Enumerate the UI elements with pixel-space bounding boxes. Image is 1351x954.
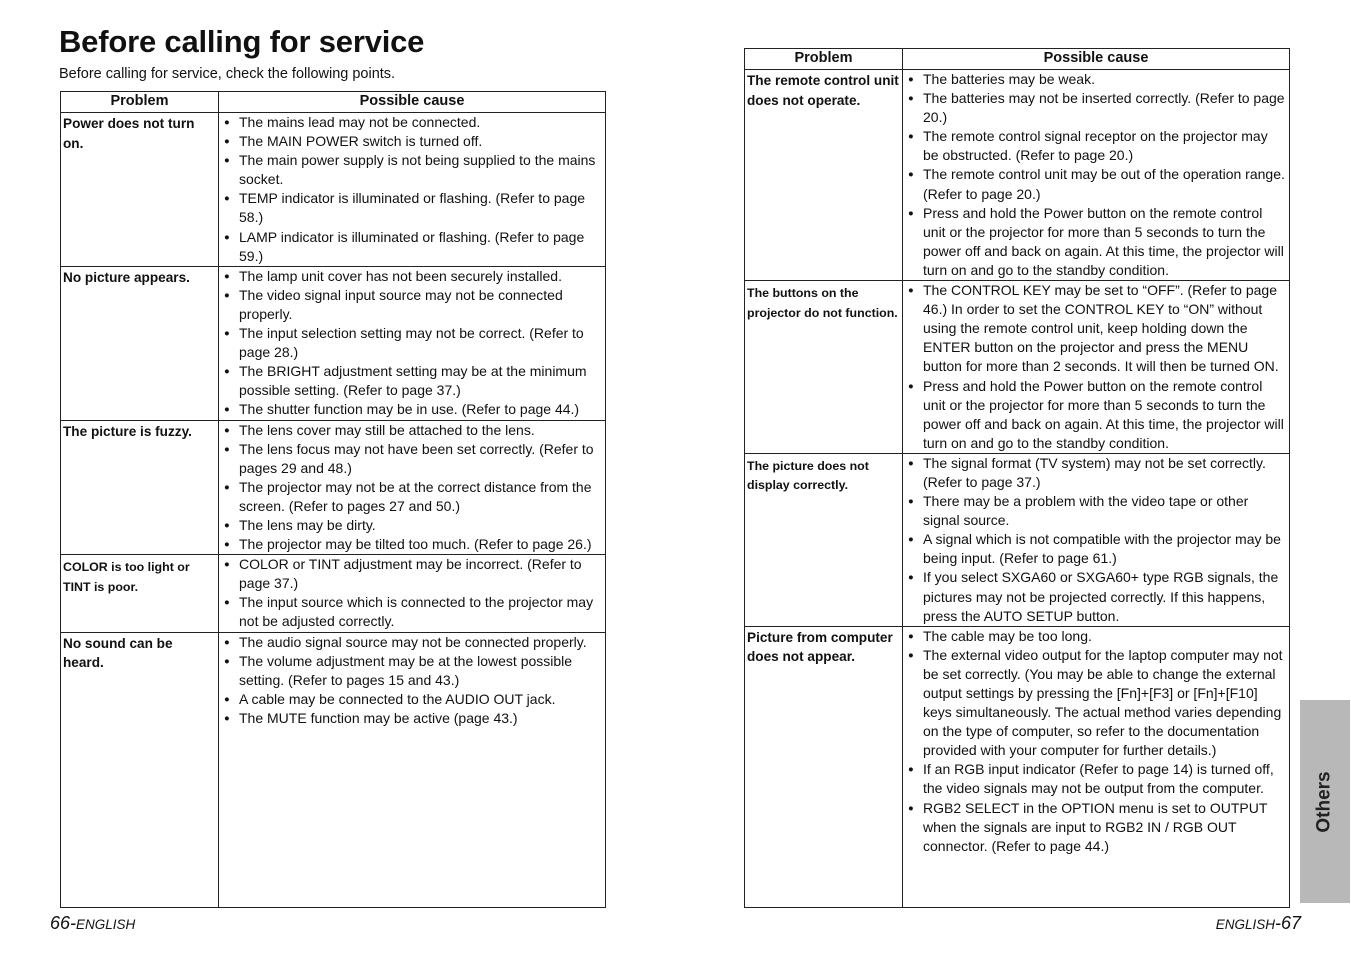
cause-item: ● The main power supply is not being supplied to the mains socket. (224, 151, 603, 189)
cause-item: ● The batteries may not be inserted correctly. (Refer to page 20.) (908, 89, 1287, 127)
cause-cell (903, 70, 1290, 281)
problem-cell: Power does not turn on. (61, 113, 219, 267)
cause-item: ● A signal which is not compatible with the projector may be being input. (Refer to page 61.) (908, 530, 1287, 568)
cause-item: ● The MAIN POWER switch is turned off. (224, 132, 603, 151)
table-header-row (61, 92, 606, 113)
cause-item: ● If you select SXGA60 or SXGA60+ type RGB signals, the pictures may not be projected correctly. If this happens, press the AUTO SETUP button. (908, 568, 1287, 625)
cause-list (224, 555, 603, 631)
cause-header: Possible cause (903, 49, 1290, 70)
cause-item: ● RGB2 SELECT in the OPTION menu is set to OUTPUT when the signals are input to RGB2 IN / RGB OUT connector. (Refer to page 44.) (908, 799, 1287, 856)
cause-item: ● Press and hold the Power button on the remote control unit or the projector for more than 5 seconds to turn the power off and back on again. At this time, the projector will turn on and go to the standby condition. (908, 377, 1287, 453)
section-tab (1300, 700, 1350, 903)
problem-cell: The remote control unit does not operate. (745, 70, 903, 281)
cause-item: ● The volume adjustment may be at the lowest possible setting. (Refer to pages 15 and 43.) (224, 652, 603, 690)
cause-item: ● There may be a problem with the video tape or other signal source. (908, 492, 1287, 530)
table-row (61, 420, 606, 555)
cause-list (908, 454, 1287, 626)
cause-item: ● The cable may be too long. (908, 627, 1287, 646)
cause-item: ● The remote control unit may be out of the operation range. (Refer to page 20.) (908, 165, 1287, 203)
cause-item: ● The input source which is connected to the projector may not be adjusted correctly. (224, 593, 603, 631)
cause-item: ● The CONTROL KEY may be set to “OFF”. (Refer to page 46.) In order to set the CONTROL KEY to “ON” without using the remote control unit, keep holding down the ENTER button on the projector and press the MENU button for more than 2 seconds. It will then be turned ON. (908, 281, 1287, 376)
problem-cell: No sound can be heard. (61, 632, 219, 907)
cause-item: ● The MUTE function may be active (page 43.) (224, 709, 603, 728)
problem-cell: No picture appears. (61, 266, 219, 420)
cause-item: ● The video signal input source may not be connected properly. (224, 286, 603, 324)
troubleshooting-table-right (744, 48, 1290, 908)
table-row (61, 632, 606, 907)
cause-list (224, 267, 603, 420)
table-row (745, 70, 1290, 281)
page-title: Before calling for service (59, 24, 425, 59)
troubleshooting-table-left (60, 91, 606, 908)
cause-cell (903, 281, 1290, 454)
cause-item: ● LAMP indicator is illuminated or flashing. (Refer to page 59.) (224, 228, 603, 266)
cause-item: ● The projector may not be at the correct distance from the screen. (Refer to pages 27 and 50.) (224, 478, 603, 516)
cause-cell (903, 453, 1290, 626)
table-row (61, 113, 606, 267)
cause-item: ● The remote control signal receptor on the projector may be obstructed. (Refer to page 20.) (908, 127, 1287, 165)
cause-item: ● The projector may be tilted too much. (Refer to page 26.) (224, 535, 603, 554)
cause-item: ● The lens may be dirty. (224, 516, 603, 535)
cause-header: Possible cause (219, 92, 606, 113)
problem-cell: The buttons on the projector do not function. (745, 281, 903, 454)
table-row (745, 626, 1290, 907)
problem-cell: The picture is fuzzy. (61, 420, 219, 555)
cause-cell (219, 266, 606, 420)
table-row (61, 266, 606, 420)
cause-item: ● COLOR or TINT adjustment may be incorrect. (Refer to page 37.) (224, 555, 603, 593)
cause-item: ● The input selection setting may not be correct. (Refer to page 28.) (224, 324, 603, 362)
cause-item: ● If an RGB input indicator (Refer to page 14) is turned off, the video signals may not be output from the computer. (908, 760, 1287, 798)
cause-item: ● The BRIGHT adjustment setting may be at the minimum possible setting. (Refer to page 37.) (224, 362, 603, 400)
cause-item: ● Press and hold the Power button on the remote control unit or the projector for more than 5 seconds to turn the power off and back on again. At this time, the projector will turn on and go to the standby condition. (908, 204, 1287, 280)
cause-cell (219, 632, 606, 907)
cause-item: ● The shutter function may be in use. (Refer to page 44.) (224, 400, 603, 419)
table-header-row (745, 49, 1290, 70)
cause-cell (219, 555, 606, 632)
cause-item: ● The lens focus may not have been set correctly. (Refer to pages 29 and 48.) (224, 440, 603, 478)
cause-item: ● TEMP indicator is illuminated or flashing. (Refer to page 58.) (224, 189, 603, 227)
cause-list (224, 633, 603, 728)
problem-header: Problem (745, 49, 903, 70)
cause-item: ● The batteries may be weak. (908, 70, 1287, 89)
cause-cell (903, 626, 1290, 907)
problem-header: Problem (61, 92, 219, 113)
table-row (61, 555, 606, 632)
cause-item: ● A cable may be connected to the AUDIO OUT jack. (224, 690, 603, 709)
cause-item: ● The external video output for the laptop computer may not be set correctly. (You may be able to change the external output settings by pressing the [Fn]+[F3] or [Fn]+[F10] keys simultaneously. The actual method varies depending on the type of computer, so refer to the documentation provided with your computer for further details.) (908, 646, 1287, 761)
intro-text: Before calling for service, check the following points. (59, 66, 396, 82)
problem-cell: Picture from computer does not appear. (745, 626, 903, 907)
cause-item: ● The lamp unit cover has not been securely installed. (224, 267, 603, 286)
cause-item: ● The mains lead may not be connected. (224, 113, 603, 132)
cause-item: ● The lens cover may still be attached to the lens. (224, 421, 603, 440)
cause-list (224, 113, 603, 266)
cause-cell (219, 113, 606, 267)
page-number-right: ENGLISH-67 (1215, 913, 1301, 933)
section-tab-label: Others (1314, 770, 1335, 833)
cause-list (908, 70, 1287, 280)
cause-list (908, 281, 1287, 453)
cause-list (908, 627, 1287, 856)
cause-item: ● The audio signal source may not be connected properly. (224, 633, 603, 652)
cause-cell (219, 420, 606, 555)
page-number-left: 66-ENGLISH (50, 913, 136, 933)
cause-list (224, 421, 603, 555)
cause-item: ● The signal format (TV system) may not be set correctly. (Refer to page 37.) (908, 454, 1287, 492)
table-row (745, 281, 1290, 454)
table-row (745, 453, 1290, 626)
problem-cell: The picture does not display correctly. (745, 453, 903, 626)
problem-cell: COLOR is too light or TINT is poor. (61, 555, 219, 632)
